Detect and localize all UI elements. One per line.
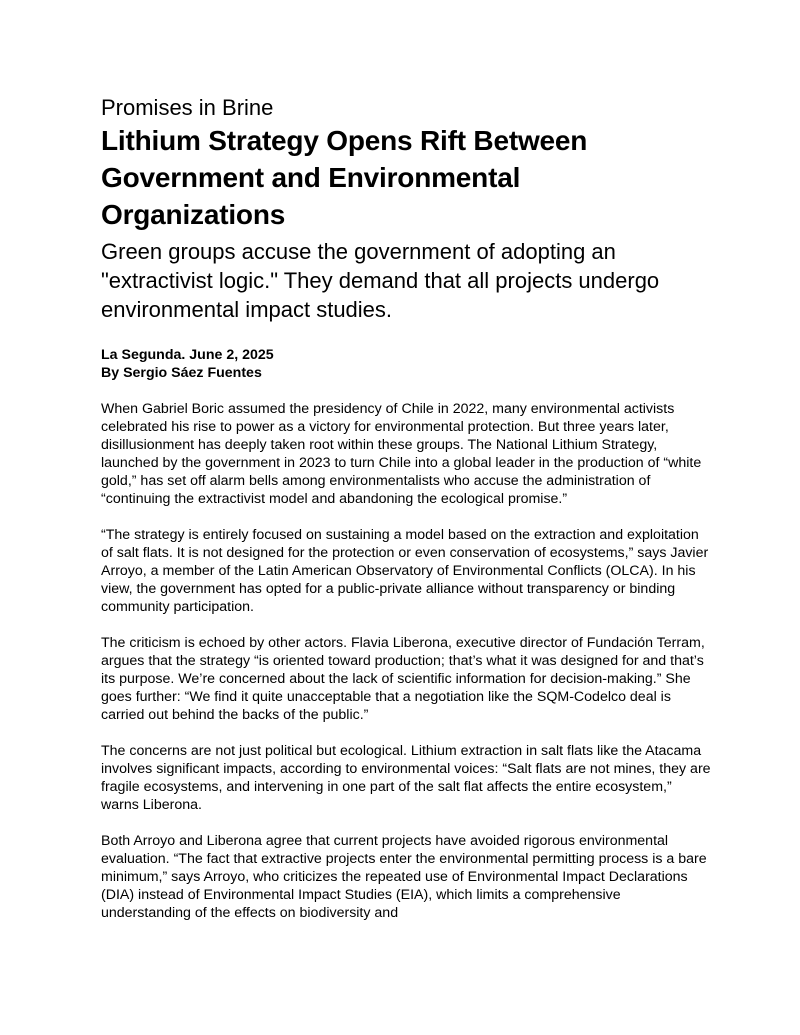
- article-body: [101, 400, 711, 922]
- article-headline: Lithium Strategy Opens Rift Between Government and Environmental Organizations: [101, 125, 588, 230]
- article: [101, 94, 711, 940]
- article-paragraph: The criticism is echoed by other actors. Flavia Liberona, executive director of Fundación Terram, argues that the strategy “is oriented toward production; that’s what it was designed for and that’s its purpose. We’re concerned about the lack of scientific information for decision-making.” She goes further: “We find it quite unacceptable that a negotiation like the SQM-Codelco deal is carried out behind the backs of the public.”: [101, 635, 705, 723]
- article-dateline: La Segunda. June 2, 2025: [101, 347, 274, 363]
- article-deck: Green groups accuse the government of adopting an "extractivist logic." They demand that all projects undergo environmental impact studies.: [101, 239, 660, 322]
- article-paragraph: Both Arroyo and Liberona agree that current projects have avoided rigorous environmental evaluation. “The fact that extractive projects enter the environmental permitting process is a bare minimum,” says Arroyo, who criticizes the repeated use of Environmental Impact Declarations (DIA) instead of Environmental Impact Studies (EIA), which limits a comprehensive understanding of the effects on biodiversity and: [101, 833, 707, 921]
- article-paragraph: The concerns are not just political but ecological. Lithium extraction in salt flats like the Atacama involves significant impacts, according to environmental voices: “Salt flats are not mines, they are fragile ecosystems, and intervening in one part of the salt flat affects the entire ecosystem,” warns Liberona.: [101, 743, 711, 813]
- article-kicker: Promises in Brine: [101, 95, 274, 120]
- article-paragraph: When Gabriel Boric assumed the presidency of Chile in 2022, many environmental activists celebrated his rise to power as a victory for environmental protection. But three years later, disillusionment has deeply taken root within these groups. The National Lithium Strategy, launched by the government in 2023 to turn Chile into a global leader in the production of “white gold,” has set off alarm bells among environmentalists who accuse the administration of “continuing the extractivist model and abandoning the ecological promise.”: [101, 401, 702, 507]
- article-author: By Sergio Sáez Fuentes: [101, 365, 262, 381]
- article-paragraph: “The strategy is entirely focused on sustaining a model based on the extraction and exploitation of salt flats. It is not designed for the protection or even conservation of ecosystems,” says Javier Arroyo, a member of the Latin American Observatory of Environmental Conflicts (OLCA). In his view, the government has opted for a public-private alliance without transparency or binding community participation.: [101, 527, 709, 615]
- article-byline-block: [101, 346, 711, 382]
